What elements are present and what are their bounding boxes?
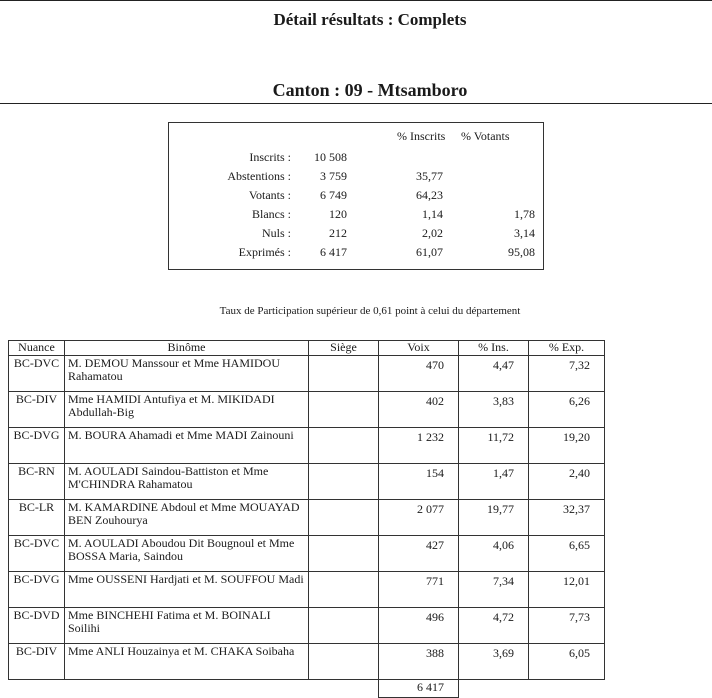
cell-binome: M. KAMARDINE Abdoul et Mme MOUAYAD BEN Zouhourya — [65, 500, 309, 536]
cell-pct-exp: 6,65 — [529, 536, 605, 572]
cell-pct-exp: 7,32 — [529, 356, 605, 392]
cell-siege — [309, 428, 379, 464]
table-row — [9, 644, 605, 680]
cell-pct-exp: 19,20 — [529, 428, 605, 464]
cell-siege — [309, 500, 379, 536]
cell-binome: M. DEMOU Manssour et Mme HAMIDOU Rahamatou — [65, 356, 309, 392]
table-row — [9, 428, 605, 464]
summary-pct-inscrits: 35,77 — [416, 169, 443, 183]
cell-nuance: BC-DIV — [9, 392, 65, 428]
canton-heading: Canton : 09 - Mtsamboro — [272, 80, 468, 100]
summary-value: 3 759 — [320, 169, 347, 183]
summary-label: Nuls : — [261, 226, 291, 240]
cell-binome: M. AOULADI Aboudou Dit Bougnoul et Mme BOSSA Maria, Saindou — [65, 536, 309, 572]
cell-nuance: BC-DVC — [9, 356, 65, 392]
cell-nuance: BC-DVG — [9, 428, 65, 464]
summary-label: Abstentions : — [227, 169, 291, 183]
cell-voix: 1 232 — [379, 428, 459, 464]
summary-row-votants — [169, 188, 543, 207]
table-row — [9, 536, 605, 572]
summary-value: 212 — [329, 226, 347, 240]
table-row — [9, 500, 605, 536]
cell-binome: Mme BINCHEHI Fatima et M. BOINALI Soilihi — [65, 608, 309, 644]
cell-pct-ins: 1,47 — [459, 464, 529, 500]
cell-voix: 2 077 — [379, 500, 459, 536]
summary-header-pct-inscrits: % Inscrits — [397, 129, 446, 143]
cell-binome: Mme ANLI Houzainya et M. CHAKA Soibaha — [65, 644, 309, 680]
cell-nuance: BC-RN — [9, 464, 65, 500]
header-siege: Siège — [309, 341, 379, 356]
cell-nuance: BC-LR — [9, 500, 65, 536]
cell-pct-ins: 4,47 — [459, 356, 529, 392]
header-nuance: Nuance — [9, 341, 65, 356]
table-row — [9, 608, 605, 644]
summary-row-blancs — [169, 207, 543, 226]
summary-row-exprimes — [169, 245, 543, 264]
cell-siege — [309, 392, 379, 428]
summary-pct-inscrits: 64,23 — [416, 188, 443, 202]
table-row — [9, 464, 605, 500]
cell-voix: 388 — [379, 644, 459, 680]
cell-pct-ins: 4,06 — [459, 536, 529, 572]
cell-pct-exp: 32,37 — [529, 500, 605, 536]
cell-voix: 496 — [379, 608, 459, 644]
cell-pct-exp: 7,73 — [529, 608, 605, 644]
summary-label: Votants : — [248, 188, 291, 202]
summary-value: 120 — [329, 207, 347, 221]
summary-pct-votants: 3,14 — [514, 226, 535, 240]
cell-siege — [309, 536, 379, 572]
header-pct-ins: % Ins. — [459, 341, 529, 356]
cell-siege — [309, 356, 379, 392]
cell-siege — [309, 608, 379, 644]
participation-note: Taux de Participation supérieur de 0,61 point à celui du département — [219, 305, 521, 317]
total-voix: 6 417 — [379, 680, 459, 698]
header-pct-exp: % Exp. — [529, 341, 605, 356]
cell-pct-exp: 6,26 — [529, 392, 605, 428]
cell-pct-ins: 11,72 — [459, 428, 529, 464]
cell-pct-exp: 12,01 — [529, 572, 605, 608]
table-row — [9, 392, 605, 428]
summary-pct-inscrits: 1,14 — [422, 207, 443, 221]
cell-pct-ins: 7,34 — [459, 572, 529, 608]
table-row — [9, 356, 605, 392]
cell-nuance: BC-DVC — [9, 536, 65, 572]
summary-box — [168, 122, 544, 270]
top-rule — [0, 0, 712, 1]
page-title: Détail résultats : Complets — [273, 10, 467, 29]
results-header-row — [9, 341, 605, 356]
cell-pct-ins: 4,72 — [459, 608, 529, 644]
cell-binome: M. BOURA Ahamadi et Mme MADI Zainouni — [65, 428, 309, 464]
cell-binome: Mme OUSSENI Hardjati et M. SOUFFOU Madi — [65, 572, 309, 608]
summary-label: Blancs : — [252, 207, 291, 221]
summary-row-inscrits — [169, 150, 543, 169]
cell-binome: Mme HAMIDI Antufiya et M. MIKIDADI Abdullah-Big — [65, 392, 309, 428]
cell-pct-ins: 19,77 — [459, 500, 529, 536]
results-table — [8, 340, 605, 698]
summary-value: 10 508 — [314, 150, 347, 164]
summary-label: Exprimés : — [238, 245, 291, 259]
summary-pct-inscrits: 61,07 — [416, 245, 443, 259]
cell-voix: 402 — [379, 392, 459, 428]
summary-pct-votants: 1,78 — [514, 207, 535, 221]
cell-siege — [309, 644, 379, 680]
table-row — [9, 572, 605, 608]
summary-row-abstentions — [169, 169, 543, 188]
cell-nuance: BC-DVD — [9, 608, 65, 644]
cell-binome: M. AOULADI Saindou-Battiston et Mme M'CHINDRA Rahamatou — [65, 464, 309, 500]
cell-voix: 470 — [379, 356, 459, 392]
total-row — [9, 680, 605, 698]
header-voix: Voix — [379, 341, 459, 356]
summary-row-nuls — [169, 226, 543, 245]
cell-pct-ins: 3,83 — [459, 392, 529, 428]
header-binome: Binôme — [65, 341, 309, 356]
cell-pct-exp: 6,05 — [529, 644, 605, 680]
summary-pct-inscrits: 2,02 — [422, 226, 443, 240]
cell-voix: 771 — [379, 572, 459, 608]
summary-value: 6 749 — [320, 188, 347, 202]
canton-rule — [0, 103, 712, 104]
cell-siege — [309, 464, 379, 500]
cell-nuance: BC-DIV — [9, 644, 65, 680]
cell-voix: 154 — [379, 464, 459, 500]
cell-pct-ins: 3,69 — [459, 644, 529, 680]
cell-voix: 427 — [379, 536, 459, 572]
summary-label: Inscrits : — [249, 150, 291, 164]
cell-nuance: BC-DVG — [9, 572, 65, 608]
cell-pct-exp: 2,40 — [529, 464, 605, 500]
summary-value: 6 417 — [320, 245, 347, 259]
summary-header-pct-votants: % Votants — [461, 129, 510, 143]
cell-siege — [309, 572, 379, 608]
summary-pct-votants: 95,08 — [508, 245, 535, 259]
